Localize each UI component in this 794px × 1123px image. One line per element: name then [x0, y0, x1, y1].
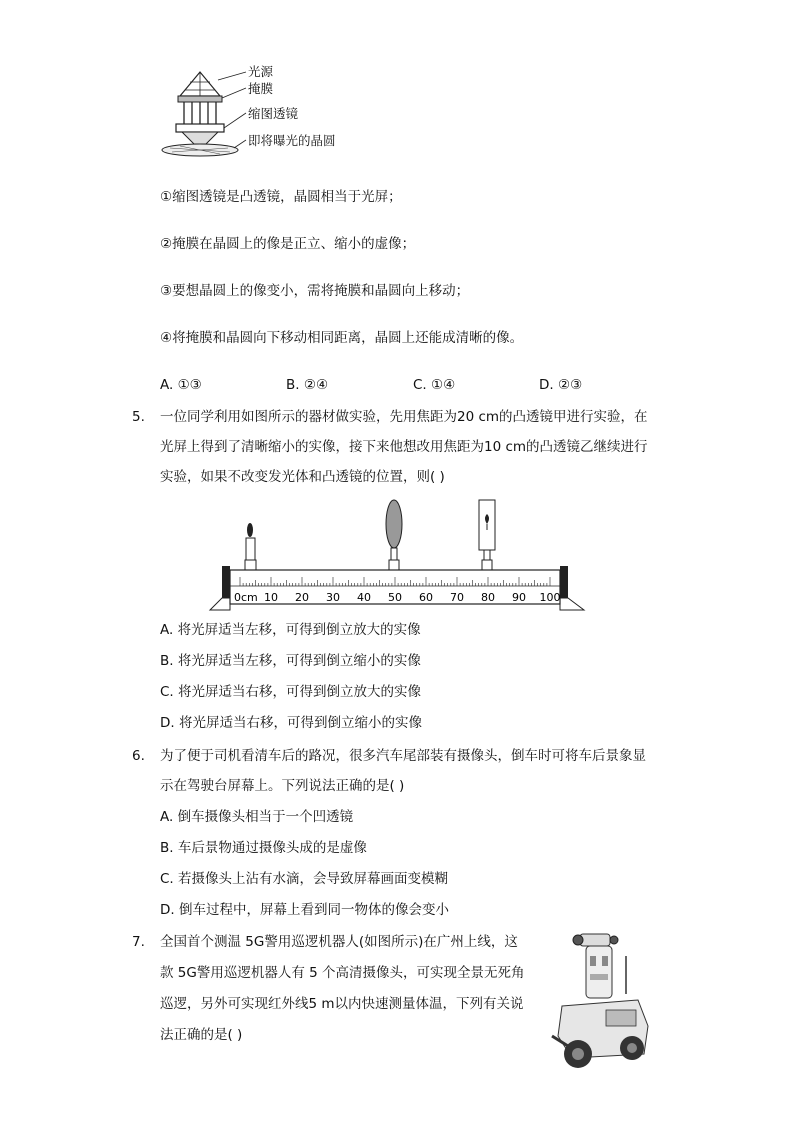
q6-number: 6. — [132, 748, 145, 764]
bench-label: 100 — [539, 591, 561, 604]
q4-option-c[interactable]: C. ①④ — [413, 377, 456, 393]
bench-label: 90 — [512, 591, 526, 604]
q4-statement-3: ③要想晶圆上的像变小，需将掩膜和晶圆向上移动； — [160, 283, 470, 299]
q4-option-a[interactable]: A. ①③ — [160, 377, 202, 393]
robot-figure — [548, 926, 658, 1076]
q4-option-d[interactable]: D. ②③ — [539, 377, 583, 393]
q4-option-b[interactable]: B. ②④ — [286, 377, 329, 393]
patrol-robot-illustration — [548, 926, 658, 1076]
label-reduction-lens: 缩图透镜 — [248, 106, 299, 121]
q6-line-2: 示在驾驶台屏幕上。下列说法正确的是( ) — [160, 778, 405, 794]
q6-line-1: 为了便于司机看清车后的路况，很多汽车尾部装有摄像头，倒车时可将车后景象显 — [160, 748, 646, 764]
bench-label: 60 — [419, 591, 433, 604]
bench-label: 10 — [264, 591, 278, 604]
q5-number: 5. — [132, 409, 145, 425]
bench-label: 40 — [357, 591, 371, 604]
q7-number: 7. — [132, 934, 145, 950]
q4-statement-2: ②掩膜在晶圆上的像是正立、缩小的虚像； — [160, 236, 416, 252]
q6-option-b[interactable]: B. 车后景物通过摄像头成的是虚像 — [160, 840, 367, 856]
q6-option-d[interactable]: D. 倒车过程中，屏幕上看到同一物体的像会变小 — [160, 902, 449, 918]
q5-line-2: 光屏上得到了清晰缩小的实像，接下来他想改用焦距为10 cm的凸透镜乙继续进行 — [160, 439, 648, 455]
q5-option-d[interactable]: D. 将光屏适当右移，可得到倒立缩小的实像 — [160, 715, 422, 731]
q7-line-3: 巡逻，另外可实现红外线5 m以内快速测量体温，下列有关说 — [160, 996, 524, 1012]
q5-option-b[interactable]: B. 将光屏适当左移，可得到倒立缩小的实像 — [160, 653, 421, 669]
optical-bench-graphic — [208, 494, 588, 614]
q5-line-3: 实验，如果不改变发光体和凸透镜的位置，则( ) — [160, 469, 445, 485]
optical-bench-figure — [208, 494, 588, 614]
q7-line-2: 款 5G警用巡逻机器人有 5 个高清摄像头，可实现全景无死角 — [160, 965, 525, 981]
bench-label: 0cm — [234, 591, 258, 604]
q4-statement-1: ①缩图透镜是凸透镜，晶圆相当于光屏； — [160, 189, 402, 205]
label-light-source: 光源 — [248, 64, 274, 79]
q5-option-a[interactable]: A. 将光屏适当左移，可得到倒立放大的实像 — [160, 622, 421, 638]
q5-option-c[interactable]: C. 将光屏适当右移，可得到倒立放大的实像 — [160, 684, 422, 700]
bench-label: 50 — [388, 591, 402, 604]
q6-option-a[interactable]: A. 倒车摄像头相当于一个凹透镜 — [160, 809, 354, 825]
q7-line-1: 全国首个测温 5G警用巡逻机器人(如图所示)在广州上线，这 — [160, 934, 518, 950]
q4-statement-4: ④将掩膜和晶圆向下移动相同距离，晶圆上还能成清晰的像。 — [160, 330, 524, 346]
q5-line-1: 一位同学利用如图所示的器材做实验，先用焦距为20 cm的凸透镜甲进行实验，在 — [160, 409, 648, 425]
q7-line-4: 法正确的是( ) — [160, 1027, 243, 1043]
q6-option-c[interactable]: C. 若摄像头上沾有水滴，会导致屏幕画面变模糊 — [160, 871, 449, 887]
lithography-figure — [160, 58, 380, 164]
bench-label: 30 — [326, 591, 340, 604]
bench-label: 80 — [481, 591, 495, 604]
label-mask: 掩膜 — [248, 81, 274, 96]
bench-label: 70 — [450, 591, 464, 604]
label-wafer: 即将曝光的晶圆 — [248, 133, 336, 148]
bench-label: 20 — [295, 591, 309, 604]
